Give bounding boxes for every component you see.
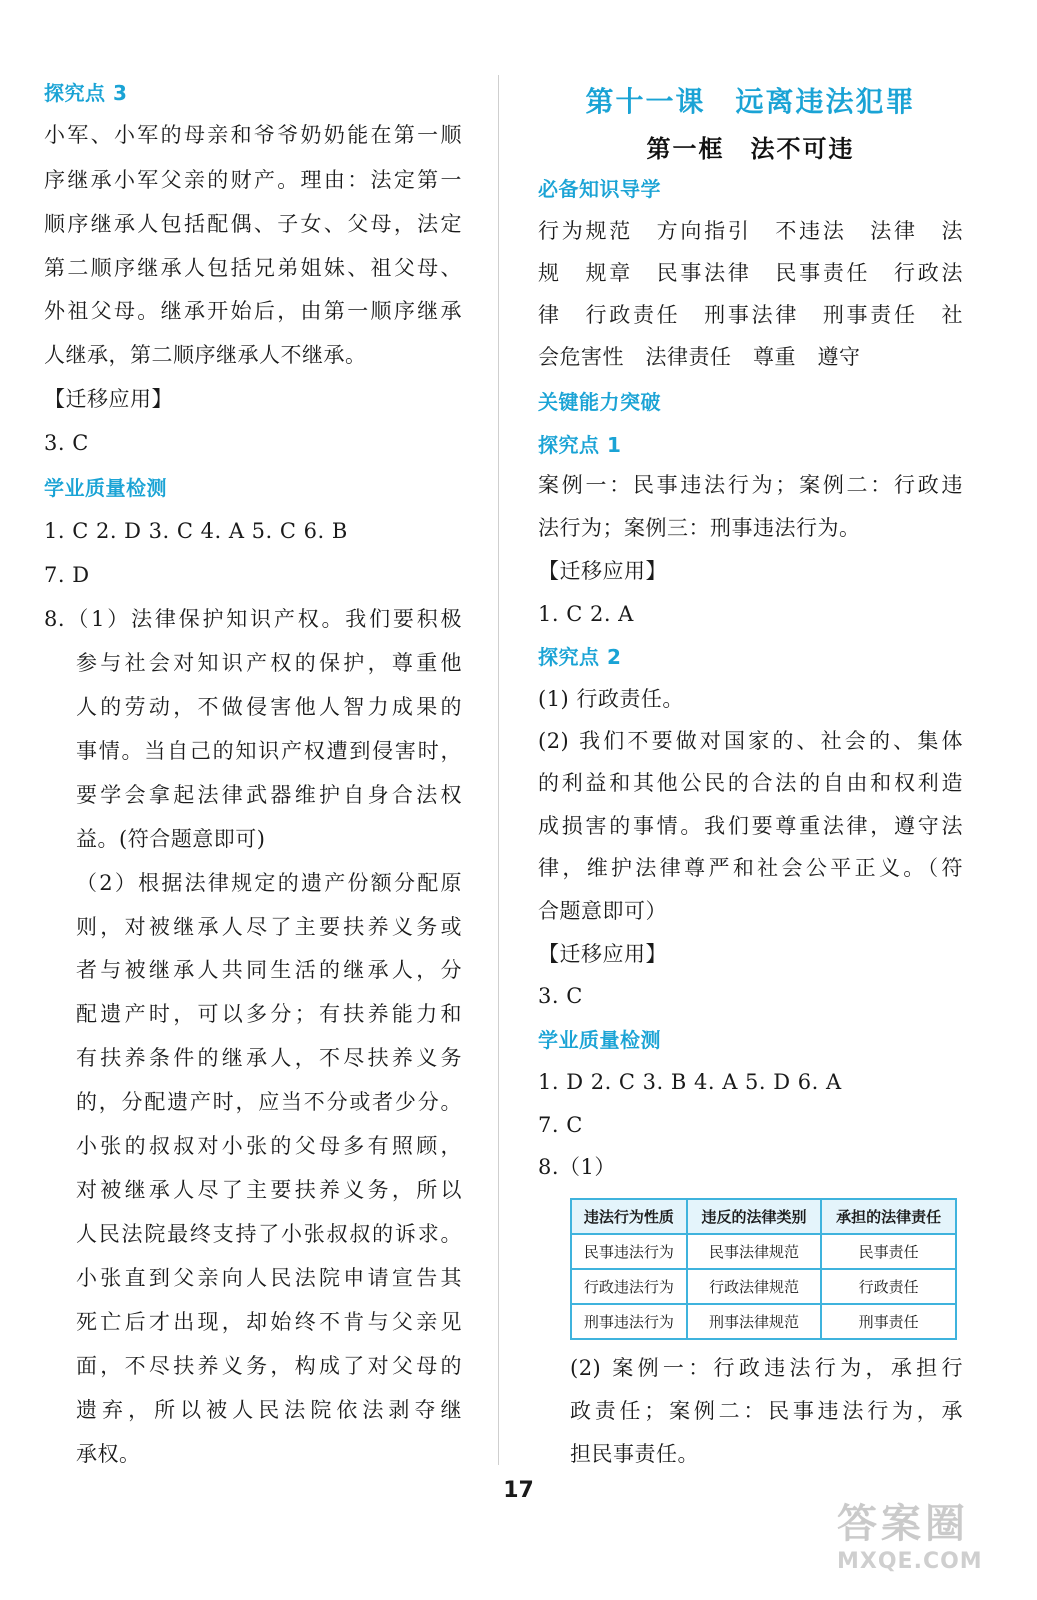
text-line: 第二顺序继承人包括兄弟姐妹、祖父母、 [44,256,462,280]
text-line: 律，维护法律尊严和社会公平正义。（符 [538,856,963,880]
text-line: 人民法院最终支持了小张叔叔的诉求。 [76,1222,462,1246]
text-line: 律 行政责任 刑事法律 刑事责任 社 [538,303,963,327]
answer-line: 1. C 2. A [538,602,634,626]
key-heading: 关键能力突破 [538,390,661,414]
text-line: 小张直到父亲向人民法院申请宣告其 [76,1266,462,1290]
table-header-row [571,1199,956,1234]
text-line: 的利益和其他公民的合法的自由和权利造 [538,771,963,795]
table-cell: 民事法律规范 [687,1234,822,1269]
text-line: 规 规章 民事法律 民事责任 行政法 [538,261,963,285]
text-line: （2）根据法律规定的遗产份额分配原 [76,871,462,895]
watermark-logo-text: 答案圈 [837,1501,969,1547]
text-line: 死亡后才出现，却始终不肯与父亲见 [76,1310,462,1334]
answer-line: 8.（1） [538,1155,616,1179]
quality-heading: 学业质量检测 [44,476,167,500]
answer-line: 3. C [44,431,89,455]
transfer-heading: 【迁移应用】 [44,387,173,411]
text-line: 人继承，第二顺序继承人不继承。 [44,343,367,367]
table-row [571,1304,956,1339]
watermark-url: MXQE.COM [837,1549,983,1574]
frame-title: 第一框 法不可违 [646,134,855,163]
table-cell: 民事违法行为 [571,1234,687,1269]
lesson-title: 第十一课 远离违法犯罪 [585,85,916,118]
table-cell: 行政责任 [821,1269,956,1304]
transfer-heading: 【迁移应用】 [538,942,667,966]
text-line: 顺序继承人包括配偶、子女、父母，法定 [44,212,462,236]
text-line: 遗弃，所以被人民法院依法剥夺继 [76,1398,462,1422]
text-line: 的，分配遗产时，应当不分或者少分。 [76,1090,462,1114]
text-line: 配遗产时，可以多分；有扶养能力和 [76,1002,462,1026]
column-divider [498,75,499,1465]
table-header-cell: 违反的法律类别 [687,1199,822,1234]
table-row [571,1234,956,1269]
text-line: 法行为；案例三：刑事违法行为。 [538,516,861,540]
text-line: 8.（1）法律保护知识产权。我们要积极 [44,607,462,631]
table-cell: 刑事违法行为 [571,1304,687,1339]
legal-responsibility-table [570,1198,957,1340]
quality-heading: 学业质量检测 [538,1028,661,1052]
text-line: 对被继承人尽了主要扶养义务，所以 [76,1178,462,1202]
text-line: 担民事责任。 [570,1442,699,1466]
text-line: 则，对被继承人尽了主要扶养义务或 [76,915,462,939]
text-line: 序继承小军父亲的财产。理由：法定第一 [44,168,462,192]
text-line: (2) 案例一：行政违法行为，承担行 [570,1356,963,1380]
inquiry2-heading: 探究点 2 [538,645,622,669]
answer-line: 7. D [44,563,90,587]
page-number: 17 [503,1478,534,1503]
text-line: 外祖父母。继承开始后，由第一顺序继承 [44,299,462,323]
text-line: 要学会拿起法律武器维护自身合法权 [76,783,462,807]
table-cell: 刑事责任 [821,1304,956,1339]
answer-line: 7. C [538,1113,583,1137]
inquiry3-heading: 探究点 3 [44,81,128,105]
text-line: 成损害的事情。我们要尊重法律，遵守法 [538,814,963,838]
text-line: 益。(符合题意即可) [76,827,266,851]
text-line: (2) 我们不要做对国家的、社会的、集体 [538,729,963,753]
answer-line: 1. C 2. D 3. C 4. A 5. C 6. B [44,519,348,543]
text-line: 面，不尽扶养义务，构成了对父母的 [76,1354,462,1378]
text-line: 有扶养条件的继承人，不尽扶养义务 [76,1046,462,1070]
text-line: 小张的叔叔对小张的父母多有照顾， [76,1134,462,1158]
table-row [571,1269,956,1304]
table-header-cell: 承担的法律责任 [821,1199,956,1234]
text-line: 合题意即可） [538,899,667,923]
text-line: 参与社会对知识产权的保护，尊重他 [76,651,462,675]
text-line: 案例一：民事违法行为；案例二：行政违 [538,473,963,497]
table-cell: 刑事法律规范 [687,1304,822,1339]
table-cell: 行政违法行为 [571,1269,687,1304]
answer-line: 1. D 2. C 3. B 4. A 5. D 6. A [538,1070,842,1094]
text-line: 承权。 [76,1442,141,1466]
text-line: 政责任；案例二：民事违法行为，承 [570,1399,963,1423]
text-line: (1) 行政责任。 [538,687,684,711]
text-line: 行为规范 方向指引 不违法 法律 法 [538,219,963,243]
text-line: 者与被继承人共同生活的继承人，分 [76,958,462,982]
text-line: 小军、小军的母亲和爷爷奶奶能在第一顺 [44,123,462,147]
watermark-logo [837,1492,1007,1592]
table-cell: 民事责任 [821,1234,956,1269]
essential-heading: 必备知识导学 [538,177,661,201]
table-header-cell: 违法行为性质 [571,1199,687,1234]
text-line: 人的劳动，不做侵害他人智力成果的 [76,695,462,719]
table-cell: 行政法律规范 [687,1269,822,1304]
answer-line: 3. C [538,984,583,1008]
inquiry1-heading: 探究点 1 [538,433,622,457]
text-line: 事情。当自己的知识产权遭到侵害时， [76,739,462,763]
text-line: 会危害性 法律责任 尊重 遵守 [538,345,861,369]
transfer-heading: 【迁移应用】 [538,559,667,583]
